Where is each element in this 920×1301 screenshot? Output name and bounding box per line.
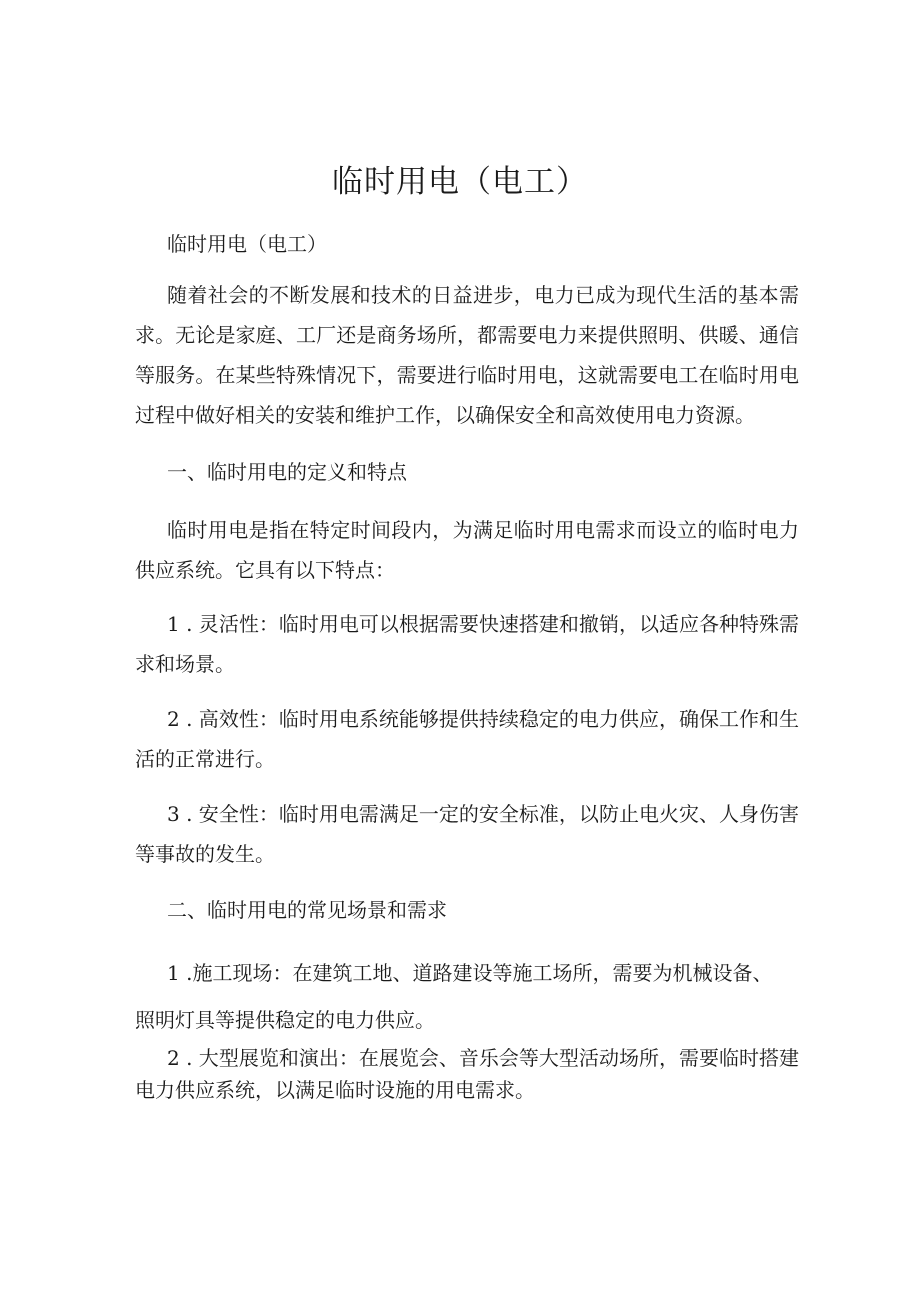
feature-item-safety: 3 . 安全性：临时用电需满足一定的安全标准，以防止电火灾、人身伤害等事故的发生。	[135, 802, 799, 866]
section-heading-1: 一、临时用电的定义和特点	[167, 460, 407, 484]
subtitle-paragraph: 临时用电（电工）	[167, 232, 327, 256]
scenario-item-exhibition: 2 . 大型展览和演出：在展览会、音乐会等大型活动场所，需要临时搭建电力供应系统，以满足临时设施的用电需求。	[135, 1046, 799, 1102]
feature-item-efficiency: 2 . 高效性：临时用电系统能够提供持续稳定的电力供应，确保工作和生活的正常进行。	[135, 707, 799, 771]
scenario-item-construction-line1: 1 .施工现场：在建筑工地、道路建设等施工场所，需要为机械设备、	[167, 961, 773, 985]
section-heading-2: 二、临时用电的常见场景和需求	[167, 898, 447, 922]
intro-paragraph: 随着社会的不断发展和技术的日益进步，电力已成为现代生活的基本需求。无论是家庭、工厂还是商务场所，都需要电力来提供照明、供暖、通信等服务。在某些特殊情况下，需要进行临时用电，这就需要电工在临时用电过程中做好相关的安装和维护工作，以确保安全和高效使用电力资源。	[135, 283, 799, 427]
feature-item-flexibility: 1 . 灵活性：临时用电可以根据需要快速搭建和撤销，以适应各种特殊需求和场景。	[135, 612, 799, 676]
document-title: 临时用电（电工）	[332, 164, 588, 200]
definition-paragraph: 临时用电是指在特定时间段内，为满足临时用电需求而设立的临时电力供应系统。它具有以下特点：	[135, 518, 799, 582]
scenario-item-construction-line2: 照明灯具等提供稳定的电力供应。	[135, 1008, 435, 1032]
